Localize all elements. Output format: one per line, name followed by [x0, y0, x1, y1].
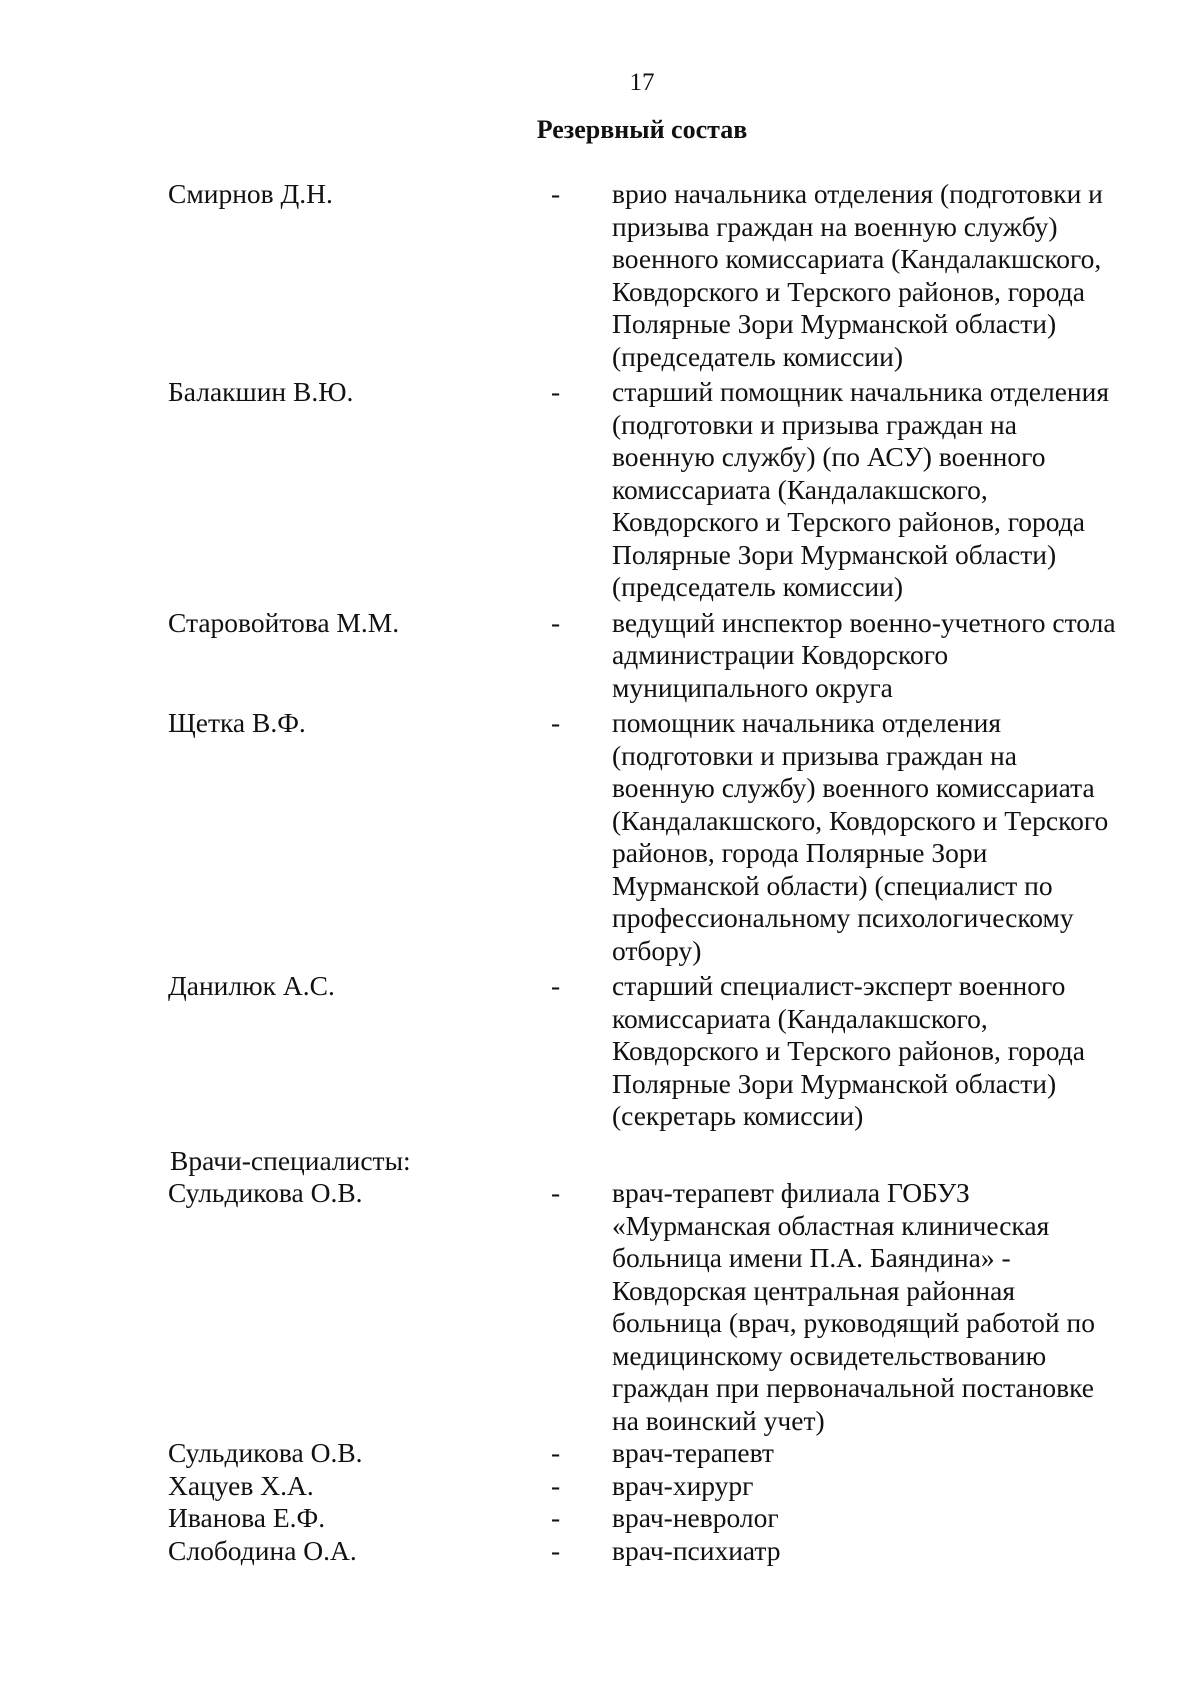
member-description — [612, 1470, 1172, 1503]
description-line: Ковдорского и Терского районов, города — [612, 506, 1085, 537]
member-name: Слободина О.А. — [168, 1534, 357, 1566]
description-line: Полярные Зори Мурманской области) — [612, 1067, 1057, 1099]
description-line: комиссариата (Кандалакшского, — [612, 473, 988, 505]
member-description — [612, 1502, 1172, 1535]
description-line: Ковдорского и Терского районов, города — [612, 1035, 1085, 1066]
description-line: больница имени П.А. Баяндина» - — [612, 1242, 1011, 1273]
description-line: на воинский учет) — [612, 1404, 825, 1436]
member-description — [612, 1535, 1172, 1568]
member-name: Хацуев Х.А. — [168, 1469, 314, 1501]
member-description — [612, 178, 1172, 373]
description-line: военную службу) военного комиссариата — [612, 772, 1095, 803]
member-entry — [0, 1535, 1200, 1568]
member-entry — [0, 707, 1200, 967]
description-line: Ковдорская центральная районная — [612, 1274, 1016, 1306]
description-line: (председатель комиссии) — [612, 340, 904, 372]
dash-separator: - — [551, 178, 561, 209]
description-line: (Кандалакшского, Ковдорского и Терского — [612, 804, 1109, 836]
member-name: Балакшин В.Ю. — [168, 376, 354, 407]
description-line: отбору) — [612, 934, 702, 966]
dash-separator: - — [551, 707, 561, 738]
description-line: районов, города Полярные Зори — [612, 837, 988, 868]
dash-separator: - — [551, 1534, 561, 1566]
description-line: (подготовки и призыва граждан на — [612, 408, 1017, 440]
description-line: военную службу) (по АСУ) военного — [612, 441, 1046, 472]
members-list — [0, 178, 1200, 1133]
member-entry — [0, 607, 1200, 705]
dash-separator: - — [551, 970, 561, 1001]
member-description — [612, 1177, 1172, 1437]
doctors-group-label: Врачи-специалисты: — [170, 1144, 411, 1176]
description-line: призыва граждан на военную службу) — [612, 210, 1058, 242]
member-entry — [0, 1502, 1200, 1535]
member-entry — [0, 178, 1200, 373]
member-description — [612, 607, 1172, 705]
description-line: профессиональному психологическому — [612, 902, 1074, 933]
dash-separator: - — [551, 376, 561, 407]
description-line: старший помощник начальника отделения — [612, 376, 1110, 407]
description-line: (подготовки и призыва граждан на — [612, 739, 1017, 771]
member-name: Иванова Е.Ф. — [168, 1502, 326, 1533]
dash-separator: - — [551, 606, 561, 638]
member-description — [612, 376, 1172, 604]
description-line: старший специалист-эксперт военного — [612, 970, 1066, 1001]
member-description — [612, 970, 1172, 1133]
description-line: Ковдорского и Терского районов, города — [612, 275, 1085, 307]
member-entry — [0, 970, 1200, 1133]
description-line: врио начальника отделения (подготовки и — [612, 178, 1103, 209]
page-number: 17 — [629, 69, 655, 96]
description-line: администрации Ковдорского — [612, 639, 949, 670]
description-line: граждан при первоначальной постановке — [612, 1372, 1094, 1403]
description-line: врач-хирург — [612, 1469, 754, 1501]
description-line: комиссариата (Кандалакшского, — [612, 1002, 988, 1034]
description-line: (секретарь комиссии) — [612, 1100, 864, 1131]
description-line: Полярные Зори Мурманской области) — [612, 538, 1057, 570]
description-line: ведущий инспектор военно-учетного стола — [612, 606, 1116, 638]
description-line: (председатель комиссии) — [612, 571, 904, 602]
member-name: Щетка В.Ф. — [168, 707, 306, 738]
member-name: Сульдикова О.В. — [168, 1437, 363, 1468]
member-name: Сульдикова О.В. — [168, 1177, 363, 1208]
member-name: Данилюк А.С. — [168, 970, 335, 1001]
description-line: врач-психиатр — [612, 1534, 781, 1566]
member-entry — [0, 376, 1200, 604]
description-line: медицинскому освидетельствованию — [612, 1339, 1047, 1371]
doctors-list — [0, 1177, 1200, 1567]
description-line: врач-невролог — [612, 1502, 779, 1533]
commission-list — [0, 178, 1200, 1567]
member-entry — [0, 1177, 1200, 1437]
member-name: Старовойтова М.М. — [168, 606, 400, 638]
description-line: «Мурманская областная клиническая — [612, 1209, 1050, 1241]
member-name: Смирнов Д.Н. — [168, 178, 333, 209]
description-line: Мурманской области) (специалист по — [612, 869, 1053, 901]
member-entry — [0, 1437, 1200, 1470]
member-entry — [0, 1470, 1200, 1503]
description-line: больница (врач, руководящий работой по — [612, 1307, 1095, 1338]
member-description — [612, 1437, 1172, 1470]
dash-separator: - — [551, 1177, 561, 1208]
description-line: врач-терапевт филиала ГОБУЗ — [612, 1177, 970, 1208]
dash-separator: - — [551, 1437, 561, 1468]
description-line: Полярные Зори Мурманской области) — [612, 308, 1057, 339]
description-line: врач-терапевт — [612, 1437, 774, 1468]
dash-separator: - — [551, 1469, 561, 1501]
description-line: муниципального округа — [612, 671, 893, 703]
dash-separator: - — [551, 1502, 561, 1533]
section-heading: Резервный состав — [536, 115, 748, 144]
member-description — [612, 707, 1172, 967]
description-line: помощник начальника отделения — [612, 707, 1002, 738]
description-line: военного комиссариата (Кандалакшского, — [612, 243, 1102, 274]
